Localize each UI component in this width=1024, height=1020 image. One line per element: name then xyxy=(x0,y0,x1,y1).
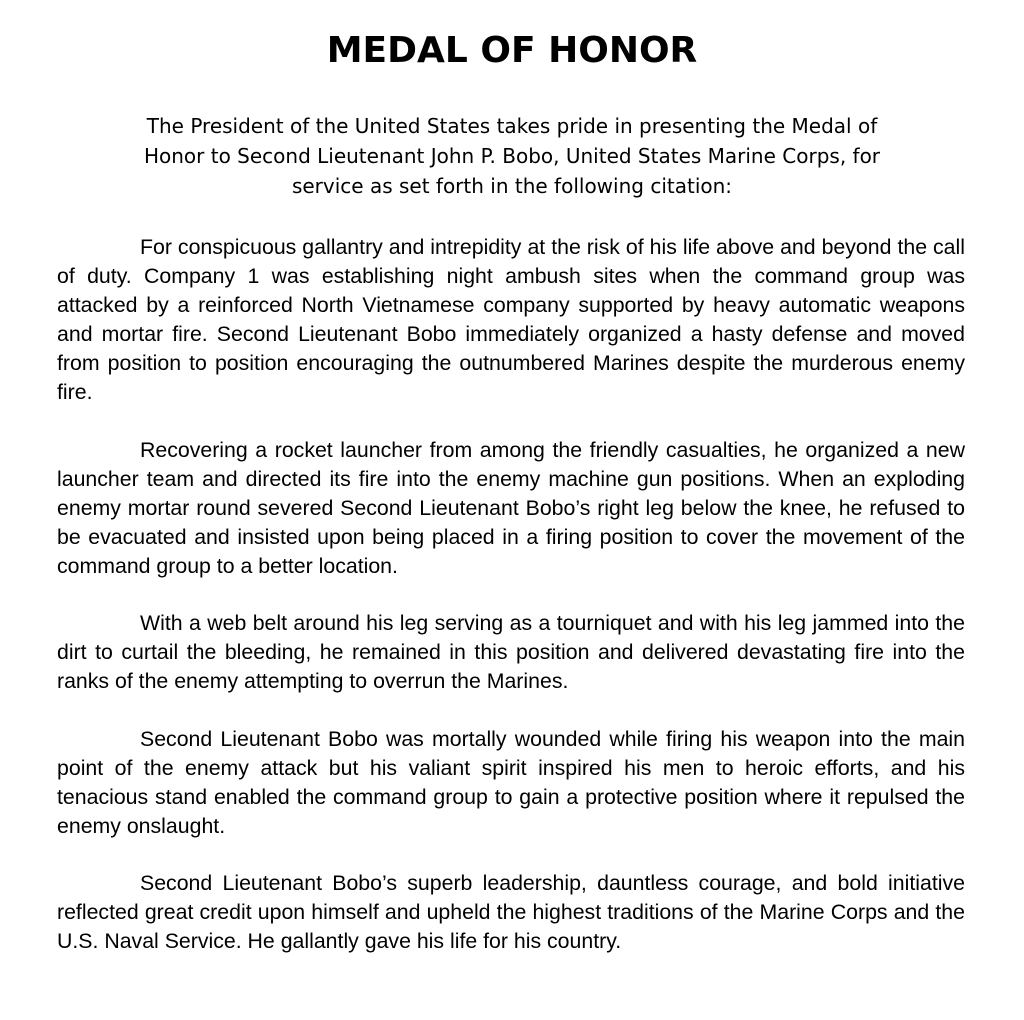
citation-paragraph-4: Second Lieutenant Bobo was mortally wounded while firing his weapon into the main point of the enemy attack but his valiant spirit inspired his men to heroic efforts, and his tenacious stand enabled the command group to gain a protective position where it repulsed the enemy onslaught. xyxy=(57,727,965,838)
intro-paragraph: The President of the United States takes pride in presenting the Medal of Honor to Second Lieutenant John P. Bobo, United States Marine Corps, for service as set forth in the following citation: xyxy=(143,114,881,198)
page-title: MEDAL OF HONOR xyxy=(326,30,698,71)
citation-paragraph-2: Recovering a rocket launcher from among the friendly casualties, he organized a new launcher team and directed its fire into the enemy machine gun positions. When an exploding enemy mortar round severed Second Lieutenant Bobo’s right leg below the knee, he refused to be evacuated and insisted upon being placed in a firing position to cover the movement of the command group to a better location. xyxy=(57,438,965,578)
citation-paragraph-5: Second Lieutenant Bobo’s superb leadership, dauntless courage, and bold initiative reflected great credit upon himself and upheld the highest traditions of the Marine Corps and the U.S. Naval Service. He gallantly gave his life for his country. xyxy=(57,871,965,953)
citation-paragraph-3: With a web belt around his leg serving as a tourniquet and with his leg jammed into the dirt to curtail the bleeding, he remained in this position and delivered devastating fire into the ranks of the enemy attempting to overrun the Marines. xyxy=(57,611,965,693)
citation-paragraph-1: For conspicuous gallantry and intrepidity at the risk of his life above and beyond the call of duty. Company 1 was establishing night ambush sites when the command group was attacked by a reinforced North Vietnamese company supported by heavy automatic weapons and mortar fire. Second Lieutenant Bobo immediately organized a hasty defense and moved from position to position encouraging the outnumbered Marines despite the murderous enemy fire. xyxy=(57,235,965,404)
